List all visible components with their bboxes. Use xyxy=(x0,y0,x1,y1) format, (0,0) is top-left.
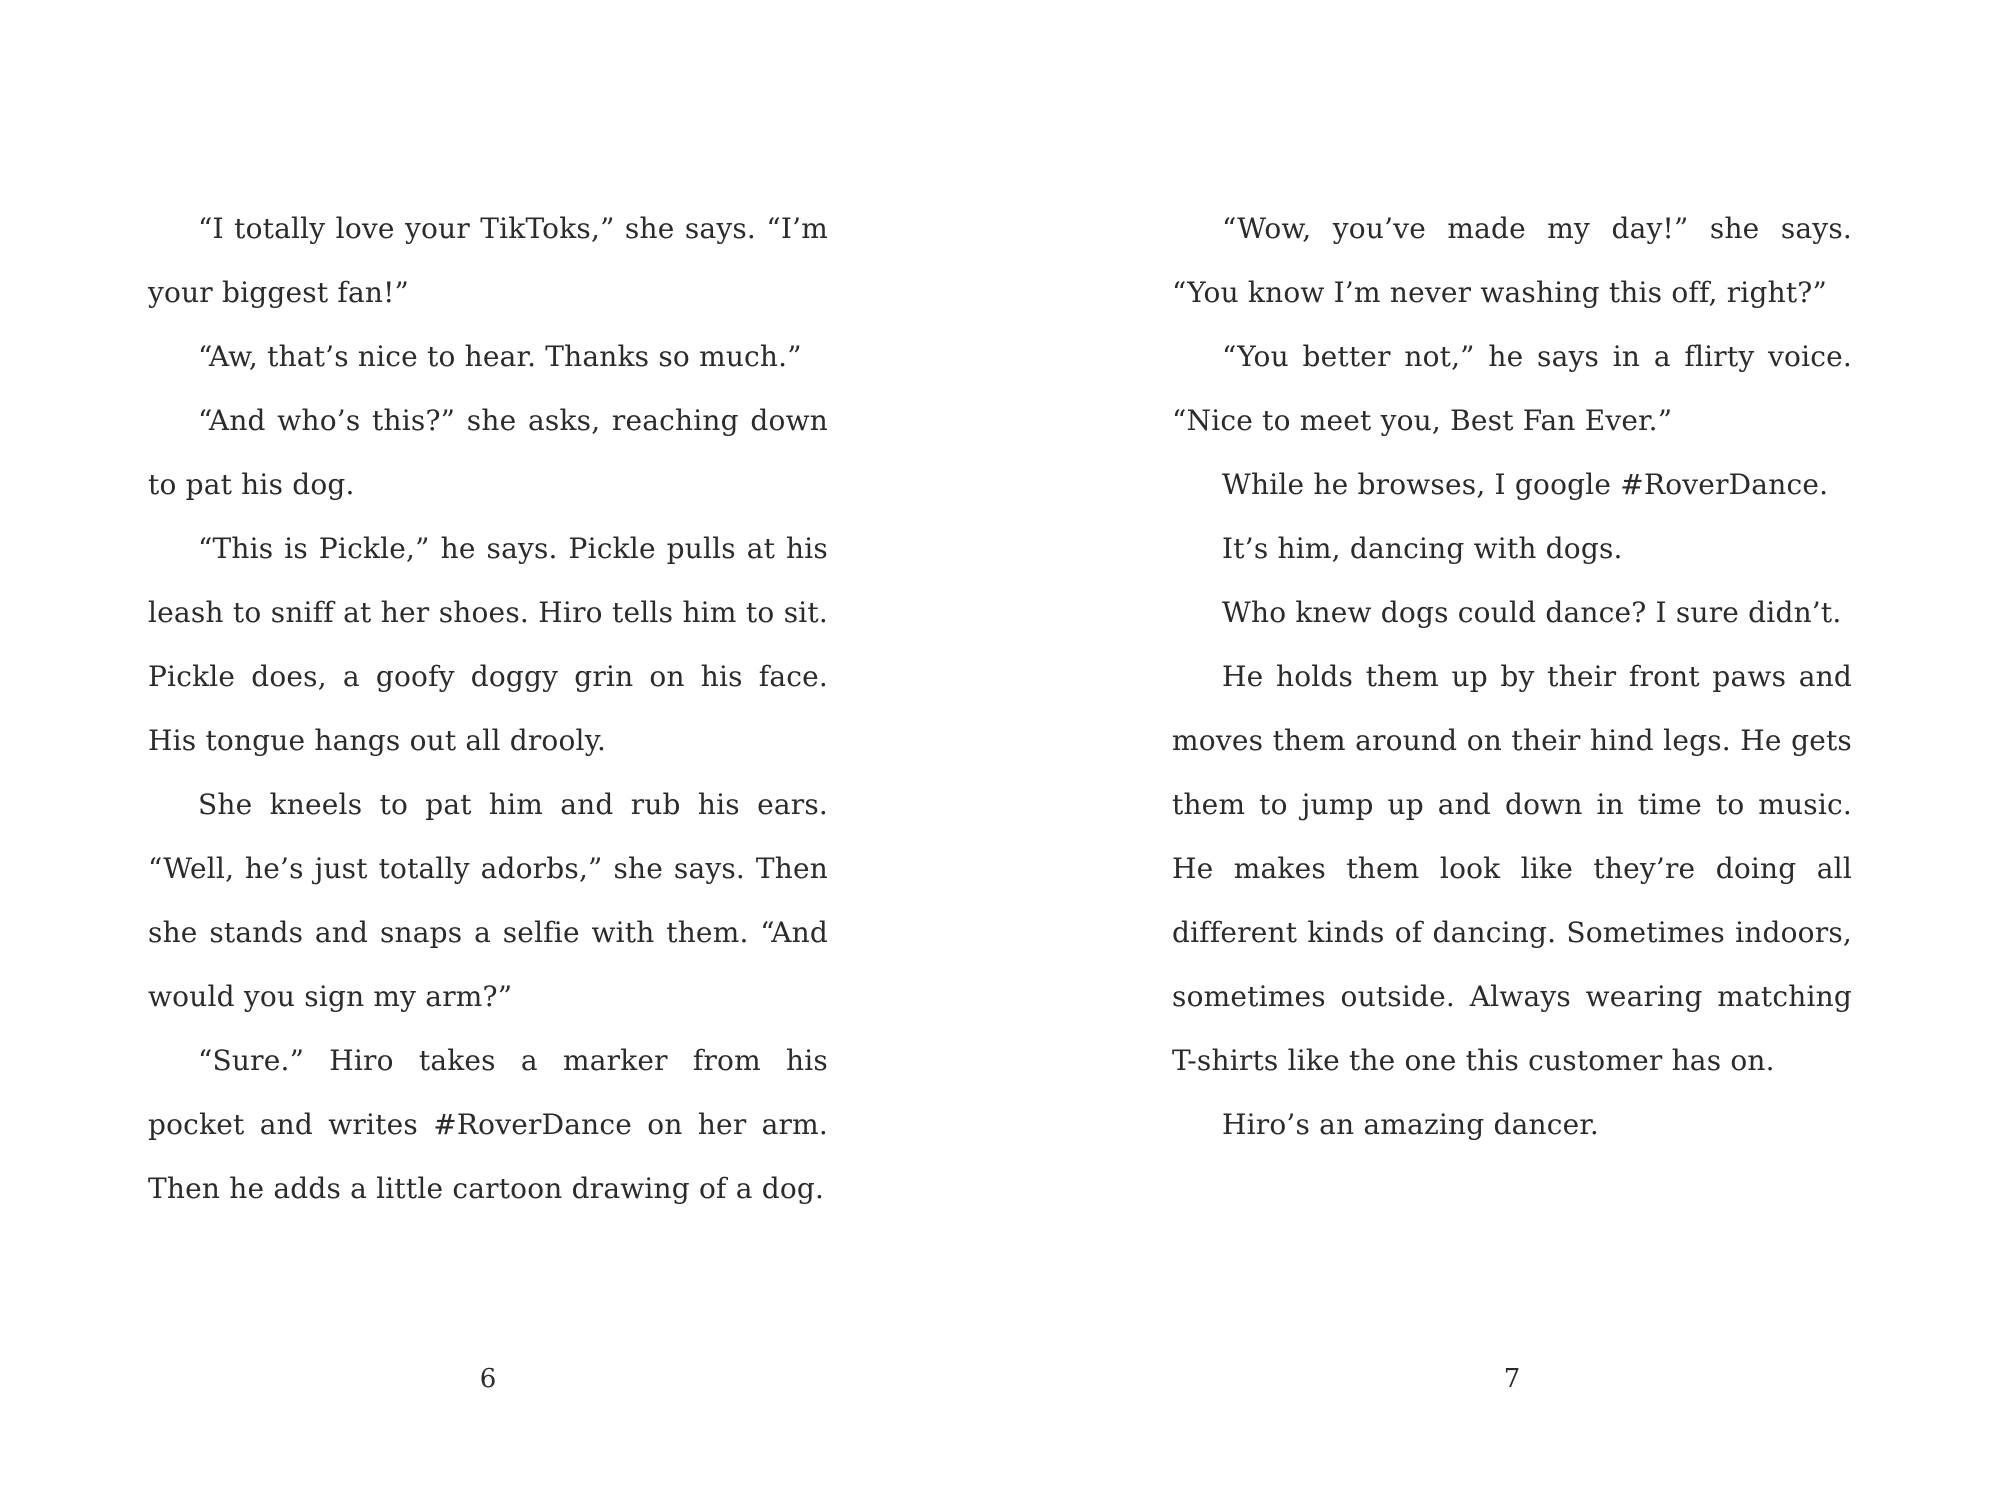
paragraph: Who knew dogs could dance? I sure didn’t. xyxy=(1222,596,1842,629)
paragraph: “Wow, you’ve made my day!” she says. “You know I’m never washing this off, right?” xyxy=(1172,212,1852,309)
page-number-left: 6 xyxy=(479,1364,497,1394)
paragraph: It’s him, dancing with dogs. xyxy=(1222,532,1623,565)
paragraph: “And who’s this?” she asks, reaching down to pat his dog. xyxy=(148,404,828,501)
page-number-right: 7 xyxy=(1503,1364,1521,1394)
page-left-text-column xyxy=(148,197,828,1221)
page-right xyxy=(1000,0,2000,1500)
paragraph: He holds them up by their front paws and moves them around on their hind legs. He gets them to jump up and down in time to music. He makes them look like they’re doing all different kinds of dancing. Sometimes indoors, sometimes outside. Always wearing matching T-shirts like the one this customer has on. xyxy=(1172,660,1852,1077)
paragraph: Hiro’s an amazing dancer. xyxy=(1222,1108,1600,1141)
paragraph: “This is Pickle,” he says. Pickle pulls at his leash to sniff at her shoes. Hiro tells him to sit. Pickle does, a goofy doggy grin on his face. His tongue hangs out all drooly. xyxy=(148,532,828,757)
paragraph: She kneels to pat him and rub his ears. “Well, he’s just totally adorbs,” she says. Then she stands and snaps a selfie with them. “And would you sign my arm?” xyxy=(148,788,828,1013)
page-right-text-column xyxy=(1172,197,1852,1157)
paragraph: While he browses, I google #RoverDance. xyxy=(1222,468,1829,501)
paragraph: “Sure.” Hiro takes a marker from his pocket and writes #RoverDance on her arm. Then he adds a little cartoon drawing of a dog. xyxy=(148,1044,828,1205)
paragraph: “You better not,” he says in a flirty voice. “Nice to meet you, Best Fan Ever.” xyxy=(1172,340,1852,437)
paragraph: “I totally love your TikToks,” she says. “I’m your biggest fan!” xyxy=(148,212,828,309)
paragraph: “Aw, that’s nice to hear. Thanks so much.” xyxy=(198,340,802,373)
